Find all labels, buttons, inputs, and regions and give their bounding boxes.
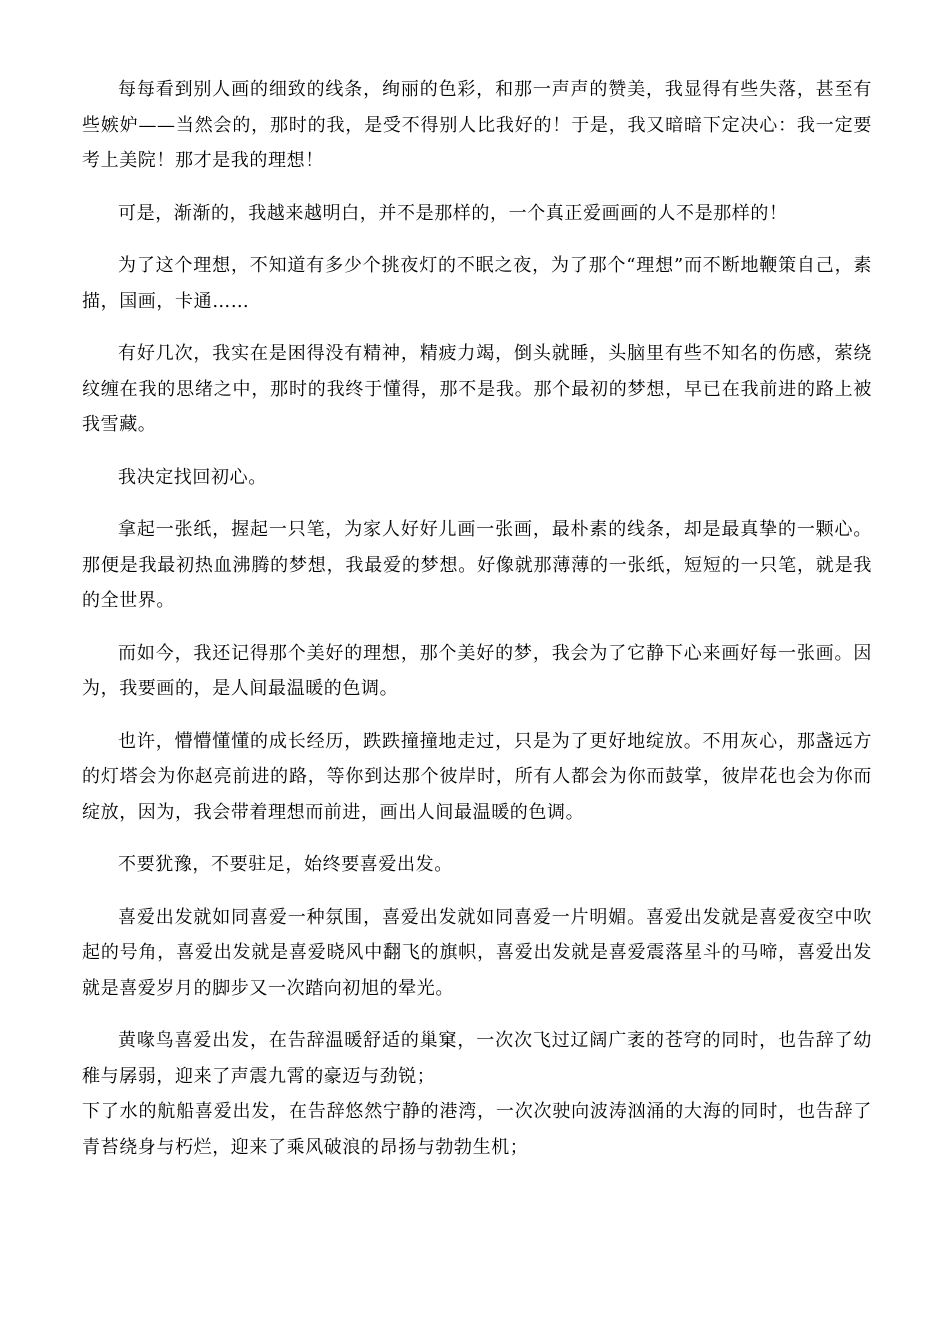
paragraph-10: 喜爱出发就如同喜爱一种氛围，喜爱出发就如同喜爱一片明媚。喜爱出发就是喜爱夜空中吹起的号角，喜爱出发就是喜爱晓风中翻飞的旗帜，喜爱出发就是喜爱震落星斗的马啼，喜爱出发就是喜爱岁月的脚步又一次踏向初旭的晕光。 bbox=[82, 906, 872, 999]
document-body bbox=[82, 72, 872, 1165]
paragraph-5: 我决定找回初心。 bbox=[118, 466, 267, 488]
paragraph-1: 每每看到别人画的细致的线条，绚丽的色彩，和那一声声的赞美，我显得有些失落，甚至有些嫉妒——当然会的，那时的我，是受不得别人比我好的！于是，我又暗暗下定决心：我一定要考上美院！那才是我的理想！ bbox=[82, 79, 872, 171]
paragraph-12: 下了水的航船喜爱出发，在告辞悠然宁静的港湾，一次次驶向波涛汹涌的大海的同时，也告辞了青苔绕身与朽烂，迎来了乘风破浪的昂扬与勃勃生机； bbox=[82, 1101, 872, 1158]
paragraph-4: 有好几次，我实在是困得没有精神，精疲力竭，倒头就睡，头脑里有些不知名的伤感，萦绕纹缠在我的思绪之中，那时的我终于懂得，那不是我。那个最初的梦想，早已在我前进的路上被我雪藏。 bbox=[82, 343, 872, 435]
paragraph-9: 不要犹豫，不要驻足，始终要喜爱出发。 bbox=[118, 854, 453, 875]
paragraph-8: 也许，懵懵懂懂的成长经历，跌跌撞撞地走过，只是为了更好地绽放。不用灰心，那盏远方的灯塔会为你赵亮前进的路，等你到达那个彼岸时，所有人都会为你而鼓掌，彼岸花也会为你而绽放，因为，我会带着理想而前进，画出人间最温暖的色调。 bbox=[82, 730, 872, 823]
paragraph-7: 而如今，我还记得那个美好的理想，那个美好的梦，我会为了它静下心来画好每一张画。因为，我要画的，是人间最温暖的色调。 bbox=[82, 642, 872, 699]
paragraph-3: 为了这个理想，不知道有多少个挑夜灯的不眠之夜，为了那个“理想”而不断地鞭策自己，素描，国画，卡通…… bbox=[82, 255, 872, 312]
paragraph-11: 黄喙鸟喜爱出发，在告辞温暖舒适的巢窠，一次次飞过辽阔广袤的苍穹的同时，也告辞了幼稚与孱弱，迎来了声震九霄的豪迈与劲锐； bbox=[82, 1030, 872, 1087]
paragraph-2: 可是，渐渐的，我越来越明白，并不是那样的，一个真正爱画画的人不是那样的！ bbox=[118, 202, 788, 224]
paragraph-6: 拿起一张纸，握起一只笔，为家人好好儿画一张画，最朴素的线条，却是最真挚的一颗心。那便是我最初热血沸腾的梦想，我最爱的梦想。好像就那薄薄的一张纸，短短的一只笔，就是我的全世界。 bbox=[82, 519, 872, 611]
